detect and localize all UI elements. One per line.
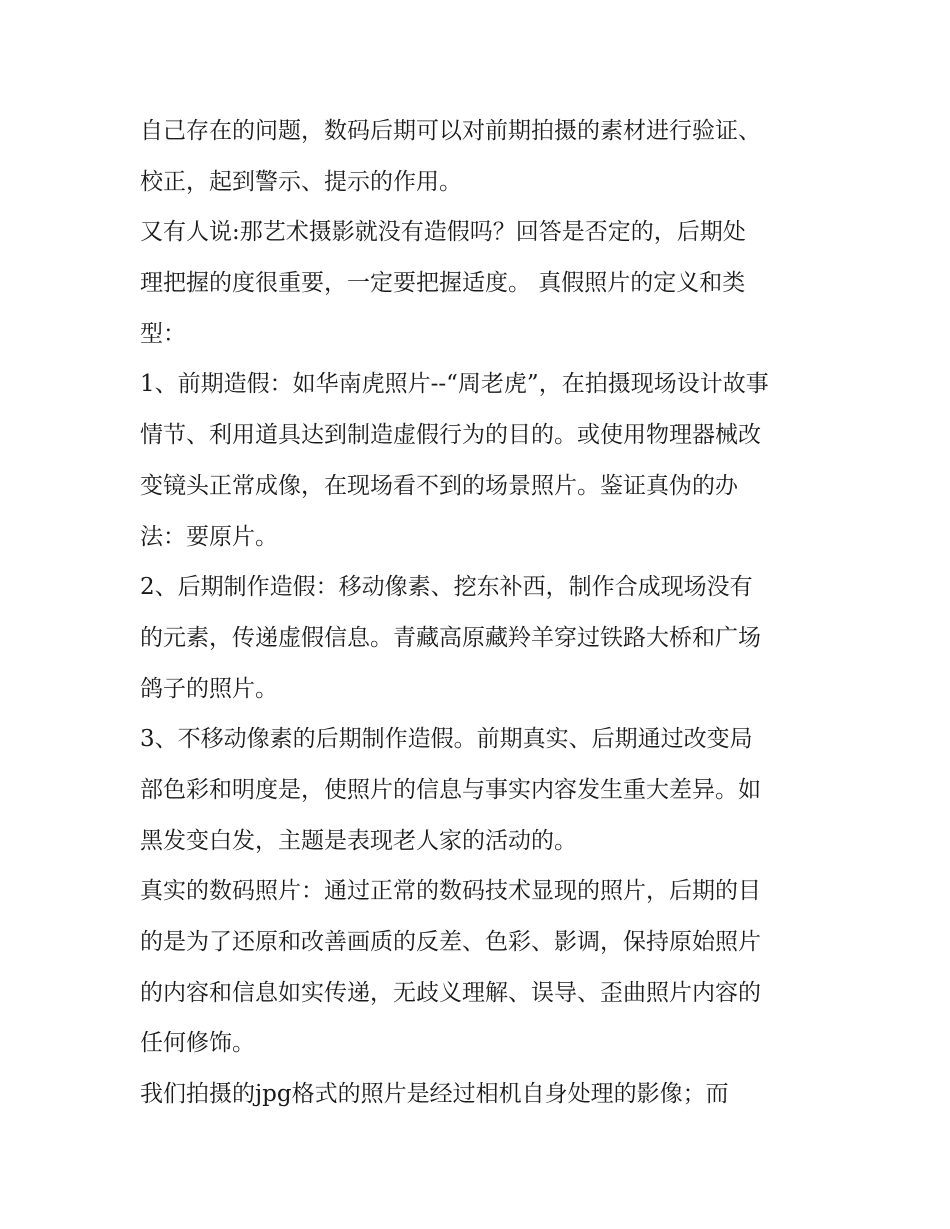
text-line: 的是为了还原和改善画质的反差、色彩、影调，保持原始照片 (140, 929, 761, 955)
body-text (140, 106, 820, 1120)
text-line: 的元素，传递虚假信息。青藏高原藏羚羊穿过铁路大桥和广场 (140, 624, 761, 651)
text-line: 我们拍摄的jpg格式的照片是经过相机自身处理的影像；而 (140, 1081, 729, 1108)
text-line: 部色彩和明度是，使照片的信息与事实内容发生重大差异。如 (140, 776, 761, 803)
text-line: 黑发变白发，主题是表现老人家的活动的。 (140, 827, 577, 854)
text-line: 自己存在的问题，数码后期可以对前期拍摄的素材进行验证、 (140, 118, 761, 144)
text-line: 2、后期制作造假：移动像素、挖东补西，制作合成现场没有 (140, 574, 753, 601)
text-line: 真实的数码照片：通过正常的数码技术显现的照片，后期的目 (140, 878, 761, 905)
text-line: 校正，起到警示、提示的作用。 (140, 168, 462, 195)
text-line: 任何修饰。 (140, 1030, 255, 1057)
text-line: 型： (140, 320, 186, 347)
text-line: 又有人说:那艺术摄影就没有造假吗？回答是否定的，后期处 (140, 219, 746, 246)
text-line: 3、不移动像素的后期制作造假。前期真实、后期通过改变局 (140, 726, 753, 753)
text-line: 的内容和信息如实传递，无歧义理解、误导、歪曲照片内容的 (140, 979, 761, 1006)
text-line: 鸽子的照片。 (140, 675, 278, 702)
text-line: 理把握的度很重要，一定要把握适度。 真假照片的定义和类 (140, 270, 746, 297)
text-line: 情节、利用道具达到制造虚假行为的目的。或使用物理器械改 (140, 422, 761, 449)
text-line: 变镜头正常成像，在现场看不到的场景照片。鉴证真伪的办 (140, 472, 738, 499)
text-line: 法：要原片。 (140, 523, 278, 550)
text-line: 1、前期造假：如华南虎照片--“周老虎”，在拍摄现场设计故事 (140, 371, 769, 398)
